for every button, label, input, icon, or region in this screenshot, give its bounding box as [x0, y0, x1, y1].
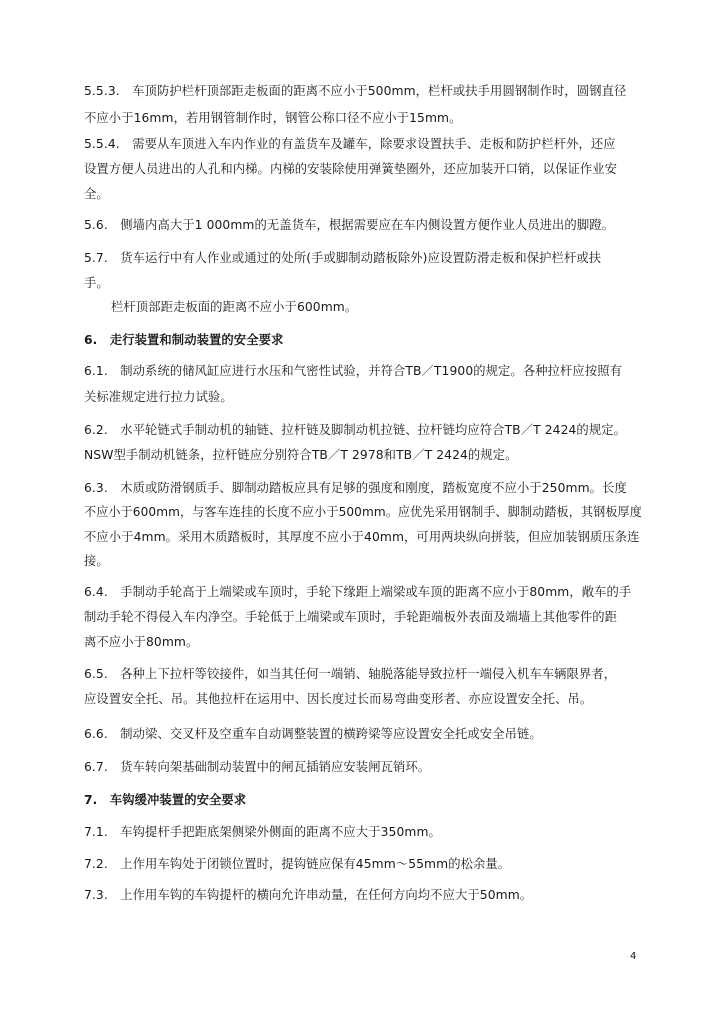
text-line: 5.5.3. 车顶防护栏杆顶部距走板面的距离不应小于500mm，栏杆或扶手用圆钢制作时，圆钢直径 [84, 84, 627, 98]
text-line: NSW型手制动机链条，拉杆链应分别符合TB／T 2978和TB／T 2424的规定。 [84, 448, 518, 462]
text-line: 7.2. 上作用车钩处于闭锁位置时，提钩链应保有45mm～55mm的松余量。 [84, 857, 511, 871]
text-line: 6.5. 各种上下拉杆等铰接件，如当其任何一端销、轴脱落能导致拉杆一端侵入机车车辆限界者， [84, 667, 617, 681]
text-line: 7.3. 上作用车钩的车钩提杆的横向允许串动量，在任何方向均不应大于50mm。 [84, 888, 533, 902]
text-line: 5.5.4. 需要从车顶进入车内作业的有盖货车及罐车，除要求设置扶手、走板和防护栏杆外，还应 [84, 137, 616, 151]
text-line: 7.1. 车钩提杆手把距底架侧梁外侧面的距离不应大于350mm。 [84, 825, 441, 839]
text-line: 5.7. 货车运行中有人作业或通过的处所(手或脚制动踏板除外)应设置防滑走板和保护栏杆或扶 [84, 251, 602, 265]
text-line: 关标准规定进行拉力试验。 [84, 390, 233, 404]
text-line: 6.1. 制动系统的储风缸应进行水压和气密性试验，并符合TB／T1900的规定。各种拉杆应按照有 [84, 364, 623, 378]
page-number: 4 [630, 951, 637, 962]
text-line: 全。 [84, 187, 109, 201]
text-line: 设置方便人员进出的人孔和内梯。内梯的安装除使用弹簧垫圈外，还应加装开口销，以保证作业安 [84, 162, 618, 176]
text-line: 制动手轮不得侵入车内净空。手轮低于上端梁或车顶时，手轮距端板外表面及端墙上其他零件的距 [84, 610, 618, 624]
text-line: 6.2. 水平轮链式手制动机的轴链、拉杆链及脚制动机拉链、拉杆链均应符合TB／T 2424的规定。 [84, 423, 627, 437]
text-line: 离不应小于80mm。 [84, 635, 199, 649]
section-heading: 6. 走行装置和制动装置的安全要求 [84, 333, 284, 347]
text-line: 6.7. 货车转向架基础制动装置中的闸瓦插销应安装闸瓦销环。 [84, 760, 431, 774]
text-line: 6.6. 制动梁、交叉杆及空重车自动调整装置的横跨梁等应设置安全托或安全吊链。 [84, 727, 542, 741]
text-line: 手。 [84, 276, 109, 290]
text-line: 不应小于16mm，若用钢管制作时，钢管公称口径不应小于15mm。 [84, 111, 462, 125]
text-line: 栏杆顶部距走板面的距离不应小于600mm。 [111, 300, 358, 314]
text-line: 不应小于4mm。采用木质踏板时，其厚度不应小于40mm，可用两块纵向拼装，但应加装钢质压条连 [84, 530, 640, 544]
text-line: 5.6. 侧墙内高大于1 000mm的无盖货车，根据需要应在车内侧设置方便作业人员进出的脚蹬。 [84, 218, 615, 232]
text-line: 不应小于600mm，与客车连挂的长度不应小于500mm。应优先采用钢制手、脚制动踏板，其钢板厚度 [84, 505, 642, 519]
text-line: 6.4. 手制动手轮高于上端梁或车顶时，手轮下缘距上端梁或车顶的距离不应小于80mm，敞车的手 [84, 585, 632, 599]
text-line: 接。 [84, 554, 109, 568]
text-line: 6.3. 木质或防滑钢质手、脚制动踏板应具有足够的强度和刚度，踏板宽度不应小于250mm。长度 [84, 481, 627, 495]
text-line: 应设置安全托、吊。其他拉杆在运用中、因长度过长而易弯曲变形者、亦应设置安全托、吊。 [84, 692, 593, 706]
section-heading: 7. 车钩缓冲装置的安全要求 [84, 793, 247, 807]
